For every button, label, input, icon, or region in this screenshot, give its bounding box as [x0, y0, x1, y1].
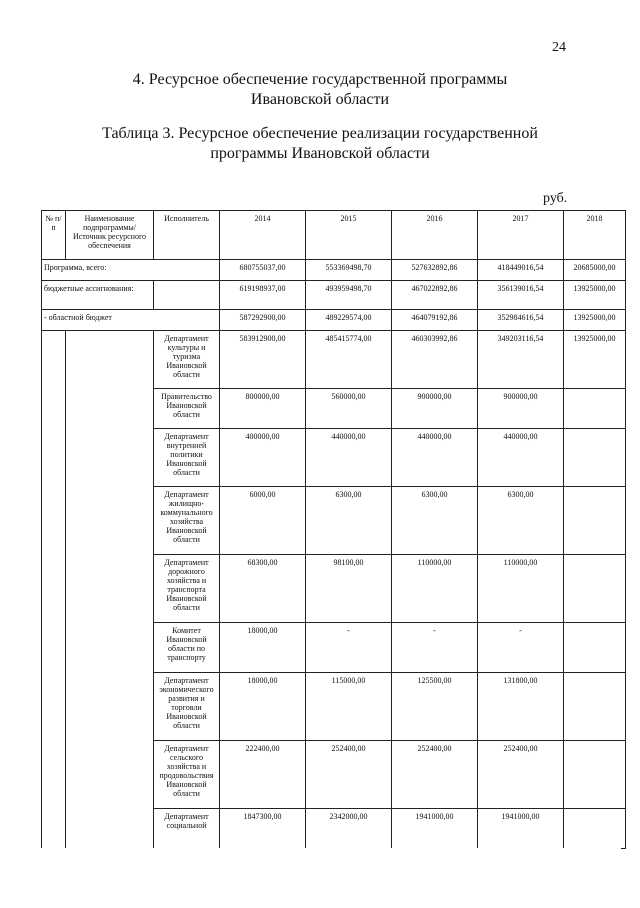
cell-2016: 527632892,86 [392, 260, 478, 281]
cell-2017: 110000,00 [478, 555, 564, 623]
header-name: Наименование подпрограммы/ Источник ресурсного обеспечения [66, 211, 154, 260]
cell-2018: 13925000,00 [564, 310, 626, 331]
section-title-line2: Ивановской области [250, 91, 390, 108]
table-row [42, 331, 626, 389]
cell-2014: 18000,00 [220, 673, 306, 741]
cell-2016: 1941000,00 [392, 809, 478, 849]
cell-2014: 18000,00 [220, 623, 306, 673]
cell-2017: 252400,00 [478, 741, 564, 809]
merged-name-cell [66, 331, 154, 849]
page-bottom-mask [41, 848, 621, 908]
cell-2017: 349203116,54 [478, 331, 564, 389]
cell-2015: 485415774,00 [306, 331, 392, 389]
cell-executor: Правительство Ивановской области [154, 389, 220, 429]
merged-num-cell [42, 331, 66, 849]
cell-2015: 2342000,00 [306, 809, 392, 849]
cell-executor: Департамент жилищно-коммунального хозяйства Ивановской области [154, 487, 220, 555]
row-label: Программа, всего: [42, 260, 220, 281]
cell-2017: - [478, 623, 564, 673]
cell-executor: Департамент культуры и туризма Ивановской области [154, 331, 220, 389]
cell-2014: 6000,00 [220, 487, 306, 555]
cell-2018 [564, 741, 626, 809]
cell-2015: 560000,00 [306, 389, 392, 429]
row-label: - областной бюджет [42, 310, 220, 331]
cell-2017: 900000,00 [478, 389, 564, 429]
header-2014: 2014 [220, 211, 306, 260]
header-2016: 2016 [392, 211, 478, 260]
cell-2018 [564, 673, 626, 741]
cell-2018: 13925000,00 [564, 331, 626, 389]
cell-2014: 619198937,00 [220, 281, 306, 310]
cell-2016: 464079192,86 [392, 310, 478, 331]
table-row [42, 281, 626, 310]
cell-2018 [564, 487, 626, 555]
cell-2015: 252400,00 [306, 741, 392, 809]
table-row [42, 310, 626, 331]
cell-2015: 98100,00 [306, 555, 392, 623]
table-row [42, 260, 626, 281]
cell-2017: 356139016,54 [478, 281, 564, 310]
cell-2016: 467022892,86 [392, 281, 478, 310]
cell-2017: 352984616,54 [478, 310, 564, 331]
cell-executor [154, 281, 220, 310]
table-title-line1: Таблица 3. Ресурсное обеспечение реализации государственной [102, 125, 538, 142]
cell-2018: 20685000,00 [564, 260, 626, 281]
cell-2017: 6300,00 [478, 487, 564, 555]
cell-2016: 460303992,86 [392, 331, 478, 389]
cell-2014: 400000,00 [220, 429, 306, 487]
resource-table [41, 210, 626, 849]
cell-2014: 583912900,00 [220, 331, 306, 389]
cell-2018 [564, 623, 626, 673]
header-num: № п/п [42, 211, 66, 260]
cell-2018: 13925000,00 [564, 281, 626, 310]
table-header-row [42, 211, 626, 260]
header-2017: 2017 [478, 211, 564, 260]
row-label: бюджетные ассигнования: [42, 281, 154, 310]
cell-2015: 6300,00 [306, 487, 392, 555]
cell-executor: Департамент внутренней политики Ивановской области [154, 429, 220, 487]
cell-executor: Департамент социальной [154, 809, 220, 849]
cell-2016: 6300,00 [392, 487, 478, 555]
cell-2018 [564, 389, 626, 429]
table-title [0, 124, 640, 164]
cell-2014: 222400,00 [220, 741, 306, 809]
cell-executor: Департамент сельского хозяйства и продовольствия Ивановской области [154, 741, 220, 809]
cell-2016: 900000,00 [392, 389, 478, 429]
cell-2016: - [392, 623, 478, 673]
cell-2015: 493959498,70 [306, 281, 392, 310]
page-number: 24 [552, 40, 566, 55]
cell-2014: 800000,00 [220, 389, 306, 429]
cell-executor: Комитет Ивановской области по транспорту [154, 623, 220, 673]
cell-2017: 418449016,54 [478, 260, 564, 281]
cell-2014: 1847300,00 [220, 809, 306, 849]
cell-2017: 440000,00 [478, 429, 564, 487]
cell-2015: 440000,00 [306, 429, 392, 487]
header-2015: 2015 [306, 211, 392, 260]
cell-executor: Департамент дорожного хозяйства и транспорта Ивановской области [154, 555, 220, 623]
cell-2018 [564, 555, 626, 623]
section-title-line1: 4. Ресурсное обеспечение государственной программы [132, 71, 508, 88]
table-title-line2: программы Ивановской области [210, 145, 430, 162]
cell-2018 [564, 809, 626, 849]
cell-2014: 587292900,00 [220, 310, 306, 331]
cell-2015: 553369498,70 [306, 260, 392, 281]
cell-2016: 440000,00 [392, 429, 478, 487]
header-executor: Исполнитель [154, 211, 220, 260]
cell-2014: 68300,00 [220, 555, 306, 623]
cell-2016: 252400,00 [392, 741, 478, 809]
cell-2016: 125500,00 [392, 673, 478, 741]
section-title [0, 70, 640, 110]
cell-2016: 110000,00 [392, 555, 478, 623]
cell-executor: Департамент экономического развития и торговли Ивановской области [154, 673, 220, 741]
header-2018: 2018 [564, 211, 626, 260]
cell-2018 [564, 429, 626, 487]
cell-2015: - [306, 623, 392, 673]
currency-unit: руб. [543, 191, 568, 206]
cell-2015: 115000,00 [306, 673, 392, 741]
cell-2015: 489229574,00 [306, 310, 392, 331]
cell-2017: 131800,00 [478, 673, 564, 741]
cell-2014: 680755037,00 [220, 260, 306, 281]
cell-2017: 1941000,00 [478, 809, 564, 849]
